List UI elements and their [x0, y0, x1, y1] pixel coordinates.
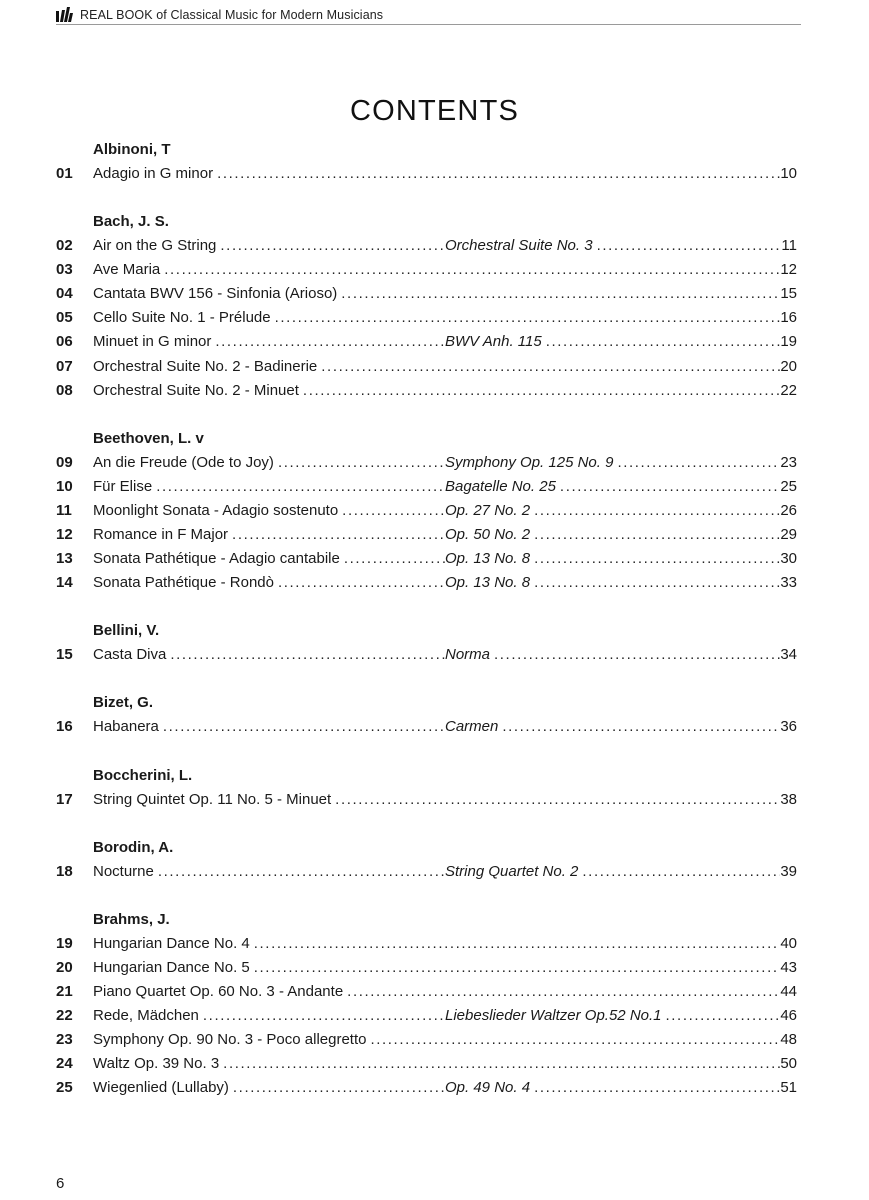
composer-heading: Albinoni, T [93, 141, 171, 158]
composer-heading: Beethoven, L. v [93, 429, 204, 447]
entry-title: Air on the G String [93, 237, 217, 255]
entry-page: 40 [780, 934, 797, 952]
dot-leader [317, 355, 780, 379]
dot-leader [498, 715, 780, 739]
entry-title: Cantata BWV 156 - Sinfonia (Arioso) [93, 285, 338, 303]
entry-page: 15 [780, 285, 797, 303]
dot-leader [299, 379, 780, 403]
dot-leader [578, 860, 780, 884]
entry-number: 12 [56, 526, 73, 544]
entry-number: 23 [56, 1031, 73, 1049]
entry-title: Waltz Op. 39 No. 3 [93, 1055, 220, 1073]
entry-page: 11 [781, 237, 797, 255]
dot-leader [154, 860, 445, 884]
entry-source: Symphony Op. 125 No. 9 [445, 453, 614, 471]
dot-leader [250, 932, 781, 956]
entry-title: Sonata Pathétique - Rondò [93, 574, 274, 592]
dot-leader [199, 1004, 445, 1028]
section-spacer [56, 595, 797, 619]
entry-page: 29 [780, 526, 797, 544]
entry-page: 26 [780, 501, 797, 519]
entry-title: Symphony Op. 90 No. 3 - Poco allegretto [93, 1031, 367, 1049]
entry-title: Orchestral Suite No. 2 - Badinerie [93, 357, 318, 375]
entry-number: 16 [56, 718, 73, 736]
entry-source: Norma [445, 646, 491, 664]
entry-page: 23 [780, 453, 797, 471]
toc-entry[interactable] [56, 715, 797, 739]
entry-source: Carmen [445, 718, 499, 736]
entry-title: Hungarian Dance No. 4 [93, 934, 250, 952]
dot-leader [152, 475, 445, 499]
dot-leader [556, 475, 780, 499]
toc-entry[interactable] [56, 523, 797, 547]
toc-entry[interactable] [56, 1028, 797, 1052]
entry-number: 20 [56, 958, 73, 976]
entry-title: Ave Maria [93, 261, 161, 279]
page-number: 6 [56, 1175, 65, 1192]
entry-number: 25 [56, 1079, 73, 1097]
dot-leader [593, 234, 782, 258]
entry-page: 38 [780, 790, 797, 808]
toc-entry[interactable] [56, 475, 797, 499]
entry-page: 30 [780, 550, 797, 568]
toc-entry[interactable] [56, 547, 797, 571]
dot-leader [211, 330, 445, 354]
entry-title: Romance in F Major [93, 526, 229, 544]
entry-page: 34 [780, 646, 797, 664]
section-spacer [56, 812, 797, 836]
entry-page: 48 [780, 1031, 797, 1049]
bars-logo-icon [56, 7, 73, 22]
entry-page: 50 [780, 1055, 797, 1073]
dot-leader [340, 547, 445, 571]
dot-leader [662, 1004, 781, 1028]
entry-page: 36 [780, 718, 797, 736]
entry-page: 44 [780, 982, 797, 1000]
dot-leader [228, 523, 445, 547]
dot-leader [271, 306, 781, 330]
dot-leader [229, 1076, 445, 1100]
entry-title: Casta Diva [93, 646, 167, 664]
composer-heading: Bellini, V. [93, 622, 160, 640]
entry-title: Für Elise [93, 477, 153, 495]
toc-entry[interactable] [56, 306, 797, 330]
section-spacer [56, 186, 797, 210]
entry-number: 09 [56, 453, 73, 471]
entry-number: 17 [56, 790, 73, 808]
entry-number: 08 [56, 381, 73, 399]
entry-number: 03 [56, 261, 73, 279]
entry-number: 04 [56, 285, 73, 303]
toc-entry[interactable] [56, 956, 797, 980]
toc-entry[interactable] [56, 282, 797, 306]
entry-page: 39 [780, 862, 797, 880]
toc-entry[interactable] [56, 571, 797, 595]
composer-heading: Borodin, A. [93, 838, 174, 856]
entry-page: 12 [780, 261, 797, 279]
entry-title: Sonata Pathétique - Adagio cantabile [93, 550, 340, 568]
toc-entry[interactable] [56, 860, 797, 884]
entry-page: 19 [780, 333, 797, 351]
entry-title: Wiegenlied (Lullaby) [93, 1079, 229, 1097]
entry-number: 14 [56, 574, 73, 592]
entry-page: 20 [780, 357, 797, 375]
entry-title: Nocturne [93, 862, 154, 880]
entry-page: 51 [780, 1079, 797, 1097]
section-spacer [56, 667, 797, 691]
toc-entry[interactable] [56, 643, 797, 667]
entry-title: Rede, Mädchen [93, 1006, 199, 1024]
dot-leader [343, 980, 780, 1004]
toc-entry[interactable] [56, 980, 797, 1004]
composer-heading: Bach, J. S. [93, 213, 169, 231]
toc-entry[interactable] [56, 1052, 797, 1076]
header-title: REAL BOOK of Classical Music for Modern Musicians [80, 7, 384, 22]
entry-number: 19 [56, 934, 73, 952]
entry-page: 16 [780, 309, 797, 327]
entry-source: BWV Anh. 115 [445, 333, 542, 351]
toc-entry[interactable] [56, 355, 797, 379]
entry-page: 10 [780, 165, 797, 182]
entry-page: 33 [780, 574, 797, 592]
dot-leader [613, 451, 780, 475]
dot-leader [530, 1076, 780, 1100]
dot-leader [274, 571, 445, 595]
dot-leader [219, 1052, 780, 1076]
entry-number: 06 [56, 333, 73, 351]
entry-page: 43 [780, 958, 797, 976]
section-spacer [56, 884, 797, 908]
entry-title: Minuet in G minor [93, 333, 212, 351]
entry-source: Op. 13 No. 8 [445, 574, 531, 592]
dot-leader [166, 643, 445, 667]
entry-number: 21 [56, 982, 73, 1000]
entry-number: 05 [56, 309, 73, 327]
entry-number: 18 [56, 862, 73, 880]
entry-source: Op. 27 No. 2 [445, 501, 531, 519]
entry-source: Orchestral Suite No. 3 [445, 237, 593, 255]
entry-source: Op. 50 No. 2 [445, 526, 531, 544]
dot-leader [274, 451, 445, 475]
dot-leader [331, 788, 780, 812]
contents-list [56, 138, 797, 1100]
entry-page: 22 [780, 381, 797, 399]
entry-title: Hungarian Dance No. 5 [93, 958, 250, 976]
toc-entry[interactable] [56, 330, 797, 354]
dot-leader [250, 956, 781, 980]
entry-title: Cello Suite No. 1 - Prélude [93, 309, 271, 327]
entry-title: Adagio in G minor [93, 165, 214, 182]
dot-leader [530, 523, 780, 547]
toc-entry[interactable] [56, 1004, 797, 1028]
entry-number: 02 [56, 237, 73, 255]
toc-entry[interactable] [56, 1076, 797, 1100]
dot-leader [159, 715, 445, 739]
entry-number: 07 [56, 357, 73, 375]
entry-number: 01 [56, 165, 73, 182]
entry-source: Bagatelle No. 25 [445, 477, 556, 495]
entry-page: 46 [780, 1006, 797, 1024]
entry-source: Liebeslieder Waltzer Op.52 No.1 [445, 1006, 662, 1024]
dot-leader [530, 499, 780, 523]
toc-entry[interactable] [56, 499, 797, 523]
composer-heading: Brahms, J. [93, 910, 170, 928]
dot-leader [216, 234, 445, 258]
entry-number: 24 [56, 1055, 73, 1073]
page-title: CONTENTS [349, 95, 520, 128]
dot-leader [338, 499, 445, 523]
running-header [56, 5, 801, 25]
toc-entry[interactable] [56, 788, 797, 812]
section-spacer [56, 740, 797, 764]
dot-leader [160, 258, 780, 282]
dot-leader [213, 162, 780, 186]
composer-heading: Bizet, G. [93, 694, 154, 712]
entry-title: Moonlight Sonata - Adagio sostenuto [93, 501, 339, 519]
entry-number: 15 [56, 646, 73, 664]
dot-leader [490, 643, 780, 667]
entry-source: String Quartet No. 2 [445, 862, 579, 880]
dot-leader [530, 571, 780, 595]
dot-leader [542, 330, 781, 354]
toc-entry[interactable] [56, 234, 797, 258]
entry-number: 10 [56, 477, 73, 495]
dot-leader [366, 1028, 780, 1052]
entry-source: Op. 13 No. 8 [445, 550, 531, 568]
entry-number: 11 [56, 501, 72, 519]
toc-entry[interactable] [56, 162, 797, 186]
dot-leader [337, 282, 780, 306]
entry-number: 13 [56, 550, 73, 568]
toc-entry[interactable] [56, 451, 797, 475]
entry-title: An die Freude (Ode to Joy) [93, 453, 274, 471]
section-spacer [56, 403, 797, 427]
dot-leader [530, 547, 780, 571]
toc-entry[interactable] [56, 258, 797, 282]
entry-title: Habanera [93, 718, 159, 736]
toc-entry[interactable] [56, 379, 797, 403]
entry-source: Op. 49 No. 4 [445, 1079, 531, 1097]
entry-title: Piano Quartet Op. 60 No. 3 - Andante [93, 982, 344, 1000]
entry-title: String Quintet Op. 11 No. 5 - Minuet [93, 790, 332, 808]
entry-page: 25 [780, 477, 797, 495]
entry-title: Orchestral Suite No. 2 - Minuet [93, 381, 299, 399]
toc-entry[interactable] [56, 932, 797, 956]
entry-number: 22 [56, 1006, 73, 1024]
composer-heading: Boccherini, L. [93, 766, 193, 784]
